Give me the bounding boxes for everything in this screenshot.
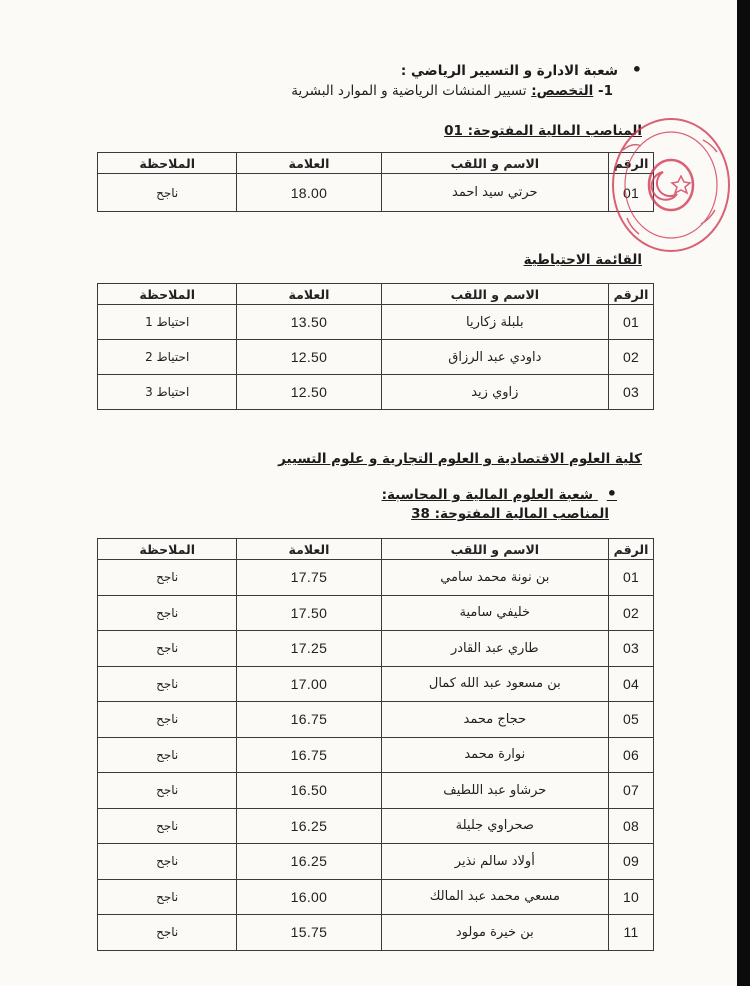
row-score: 17.25 [237, 631, 381, 667]
col-num-header: الرقم [609, 153, 654, 174]
row-number: 08 [609, 808, 654, 844]
row-name: خليفي سامية [381, 595, 609, 631]
col-num-header: الرقم [609, 284, 654, 305]
row-score: 16.25 [237, 844, 381, 880]
row-name: حجاج محمد [381, 702, 609, 738]
col-name-header: الاسم و اللقب [381, 284, 609, 305]
row-number: 09 [609, 844, 654, 880]
open-posts-1: المناصب المالية المفتوحة: 01 [444, 123, 642, 139]
specialty-value: تسيير المنشات الرياضية و الموارد البشرية [291, 83, 527, 99]
row-name: زاوي زيد [381, 375, 609, 410]
row-score: 16.00 [237, 879, 381, 915]
row-score: 17.00 [237, 666, 381, 702]
row-name: بلبلة زكاريا [381, 305, 609, 340]
row-number: 02 [609, 340, 654, 375]
col-score-header: العلامة [237, 153, 381, 174]
branch-admin-text: شعبة الادارة و التسيير الرياضي : [400, 63, 619, 79]
row-number: 01 [609, 560, 654, 596]
row-note: ناجح [98, 737, 237, 773]
row-number: 07 [609, 773, 654, 809]
photo-edge [737, 0, 750, 986]
row-score: 17.75 [237, 560, 381, 596]
table-row [98, 879, 654, 915]
col-name-header: الاسم و اللقب [381, 539, 609, 560]
row-name: داودي عبد الرزاق [381, 340, 609, 375]
row-note: ناجح [98, 666, 237, 702]
table-row [98, 340, 654, 375]
row-note: احتياط 3 [98, 375, 237, 410]
table-row [98, 595, 654, 631]
col-note-header: الملاحظة [98, 153, 237, 174]
table-row [98, 844, 654, 880]
row-note: ناجح [98, 595, 237, 631]
row-score: 16.75 [237, 737, 381, 773]
row-number: 02 [609, 595, 654, 631]
row-note: احتياط 2 [98, 340, 237, 375]
reserve-title: القائمة الاحتياطية [523, 252, 642, 268]
col-name-header: الاسم و اللقب [381, 153, 609, 174]
branch-admin-heading [401, 60, 642, 79]
row-note: ناجح [98, 915, 237, 951]
row-note: ناجح [98, 174, 237, 212]
results-table-1 [97, 152, 654, 212]
row-name: بن نونة محمد سامي [381, 560, 609, 596]
row-score: 18.00 [237, 174, 381, 212]
row-note: ناجح [98, 631, 237, 667]
table-row [98, 375, 654, 410]
table-row [98, 560, 654, 596]
row-score: 12.50 [237, 340, 381, 375]
row-score: 13.50 [237, 305, 381, 340]
table-row [98, 702, 654, 738]
row-note: ناجح [98, 560, 237, 596]
row-note: ناجح [98, 879, 237, 915]
col-note-header: الملاحظة [98, 284, 237, 305]
results-table-3 [97, 538, 654, 951]
faculty-title: كلية العلوم الاقتصادية و العلوم التجارية و علوم التسيير [278, 451, 642, 467]
row-score: 12.50 [237, 375, 381, 410]
table-row [98, 808, 654, 844]
open-posts-38: المناصب المالية المفتوحة: 38 [411, 506, 609, 522]
row-number: 03 [609, 375, 654, 410]
row-name: نوارة محمد [381, 737, 609, 773]
row-name: بن مسعود عبد الله كمال [381, 666, 609, 702]
row-score: 17.50 [237, 595, 381, 631]
table-row [98, 631, 654, 667]
col-note-header: الملاحظة [98, 539, 237, 560]
table-row [98, 773, 654, 809]
row-number: 05 [609, 702, 654, 738]
finance-branch-heading [382, 484, 617, 503]
row-name: مسعي محمد عبد المالك [381, 879, 609, 915]
row-number: 03 [609, 631, 654, 667]
table-row [98, 174, 654, 212]
row-name: بن خيرة مولود [381, 915, 609, 951]
specialty-number: 1- [597, 83, 613, 99]
row-number: 10 [609, 879, 654, 915]
row-number: 04 [609, 666, 654, 702]
row-name: حرشاو عبد اللطيف [381, 773, 609, 809]
table-row [98, 305, 654, 340]
row-note: احتياط 1 [98, 305, 237, 340]
reserve-table [97, 283, 654, 410]
row-number: 01 [609, 174, 654, 212]
finance-branch-text: شعبة العلوم المالية و المحاسبة: [381, 487, 594, 503]
table-row [98, 915, 654, 951]
col-score-header: العلامة [237, 539, 381, 560]
row-name: صحراوي جليلة [381, 808, 609, 844]
row-score: 16.25 [237, 808, 381, 844]
row-name: طاري عبد القادر [381, 631, 609, 667]
row-name: حرتي سيد احمد [381, 174, 609, 212]
col-num-header: الرقم [609, 539, 654, 560]
row-number: 11 [609, 915, 654, 951]
row-note: ناجح [98, 773, 237, 809]
specialty-label: التخصص: [531, 83, 594, 99]
row-note: ناجح [98, 844, 237, 880]
row-number: 01 [609, 305, 654, 340]
row-score: 16.75 [237, 702, 381, 738]
col-score-header: العلامة [237, 284, 381, 305]
table-row [98, 737, 654, 773]
row-name: أولاد سالم نذير [381, 844, 609, 880]
row-number: 06 [609, 737, 654, 773]
row-score: 16.50 [237, 773, 381, 809]
row-score: 15.75 [237, 915, 381, 951]
row-note: ناجح [98, 702, 237, 738]
table-row [98, 666, 654, 702]
row-note: ناجح [98, 808, 237, 844]
specialty-line [291, 83, 617, 99]
